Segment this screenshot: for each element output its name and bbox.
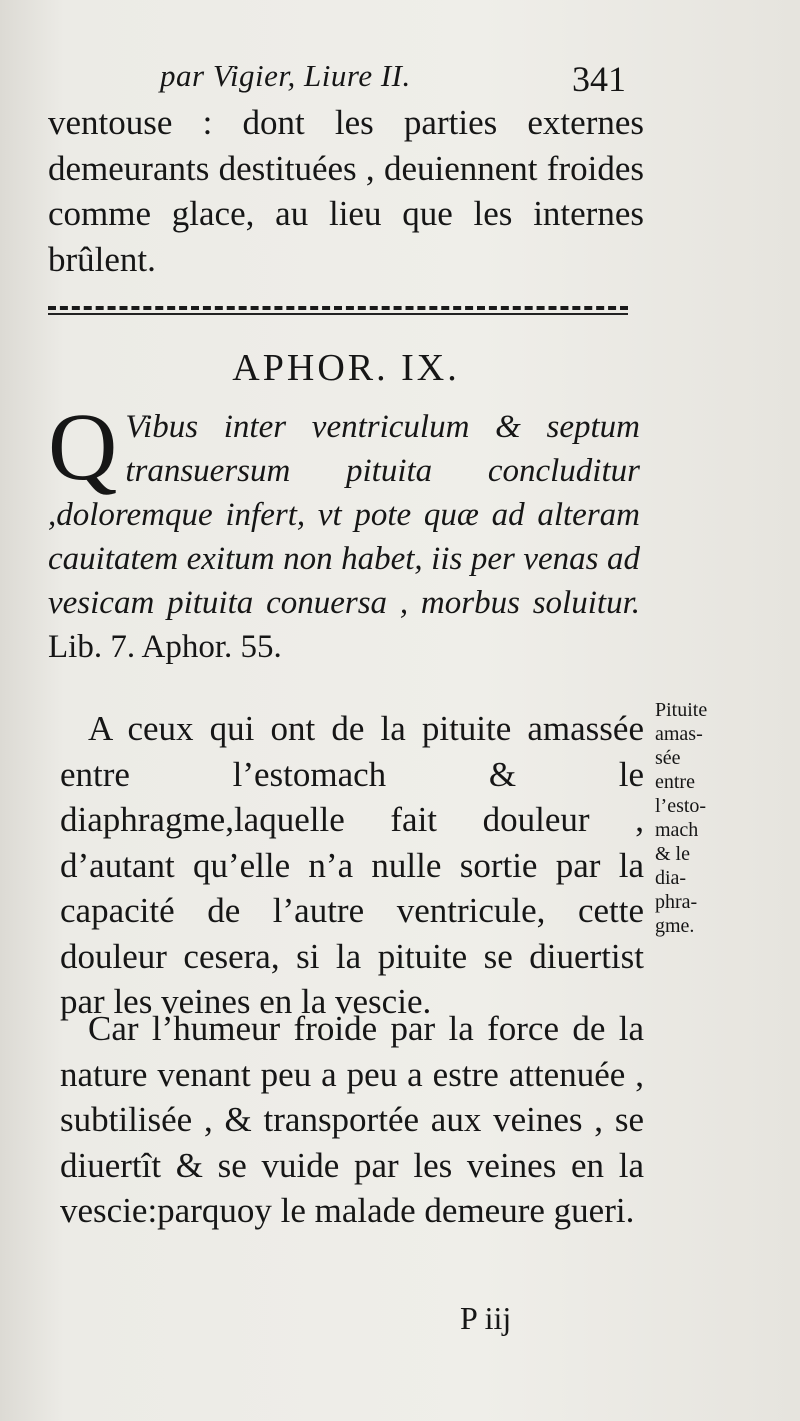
continued-paragraph-text: ventouse : dont les parties externes demeurants destituées , deuiennent froides comme glace, au lieu que les internes brûlent. — [48, 103, 644, 279]
section-divider — [48, 306, 628, 310]
aphorism-title: APHOR. IX. — [232, 347, 460, 389]
signature-mark: P iij — [460, 1300, 512, 1336]
french-paragraph-2-text: Car l’humeur froide par la force de la nature venant peu a peu a estre attenuée , subtilisée , & transportée aux veines , se diuertît & se vuide par les veines en la vescie:parquoy le malade demeure gueri. — [60, 1009, 644, 1230]
drop-cap: Q — [48, 393, 118, 500]
running-head: par Vigier, Liure II. — [160, 58, 411, 93]
french-paragraph-2 — [60, 1006, 644, 1234]
latin-text: Vibus inter ventriculum & septum transuersum pituita concluditur ,doloremque infert, vt pote quæ ad alteram cauitatem exitum non habet, iis per venas ad vesicam pituita conuersa , morbus soluitur. — [48, 409, 640, 621]
aphorism-reference: Lib. 7. Aphor. 55. — [48, 629, 282, 665]
continued-paragraph — [48, 100, 644, 282]
section-divider-line — [48, 313, 628, 315]
aphorism-latin-text — [48, 393, 640, 669]
french-paragraph-1 — [60, 706, 644, 1025]
page-number: 341 — [572, 59, 626, 99]
french-paragraph-1-text: A ceux qui ont de la pituite amassée entre l’estomach & le diaphragme,laquelle fait douleur , d’autant qu’elle n’a nulle sortie par la capacité de l’autre ventricule, cette douleur cesera, si la pituite se diuertist par les veines en la vescie. — [60, 709, 644, 1021]
margin-note: Pituite amas- sée entre l’esto- mach & le dia- phra- gme. — [655, 699, 708, 937]
